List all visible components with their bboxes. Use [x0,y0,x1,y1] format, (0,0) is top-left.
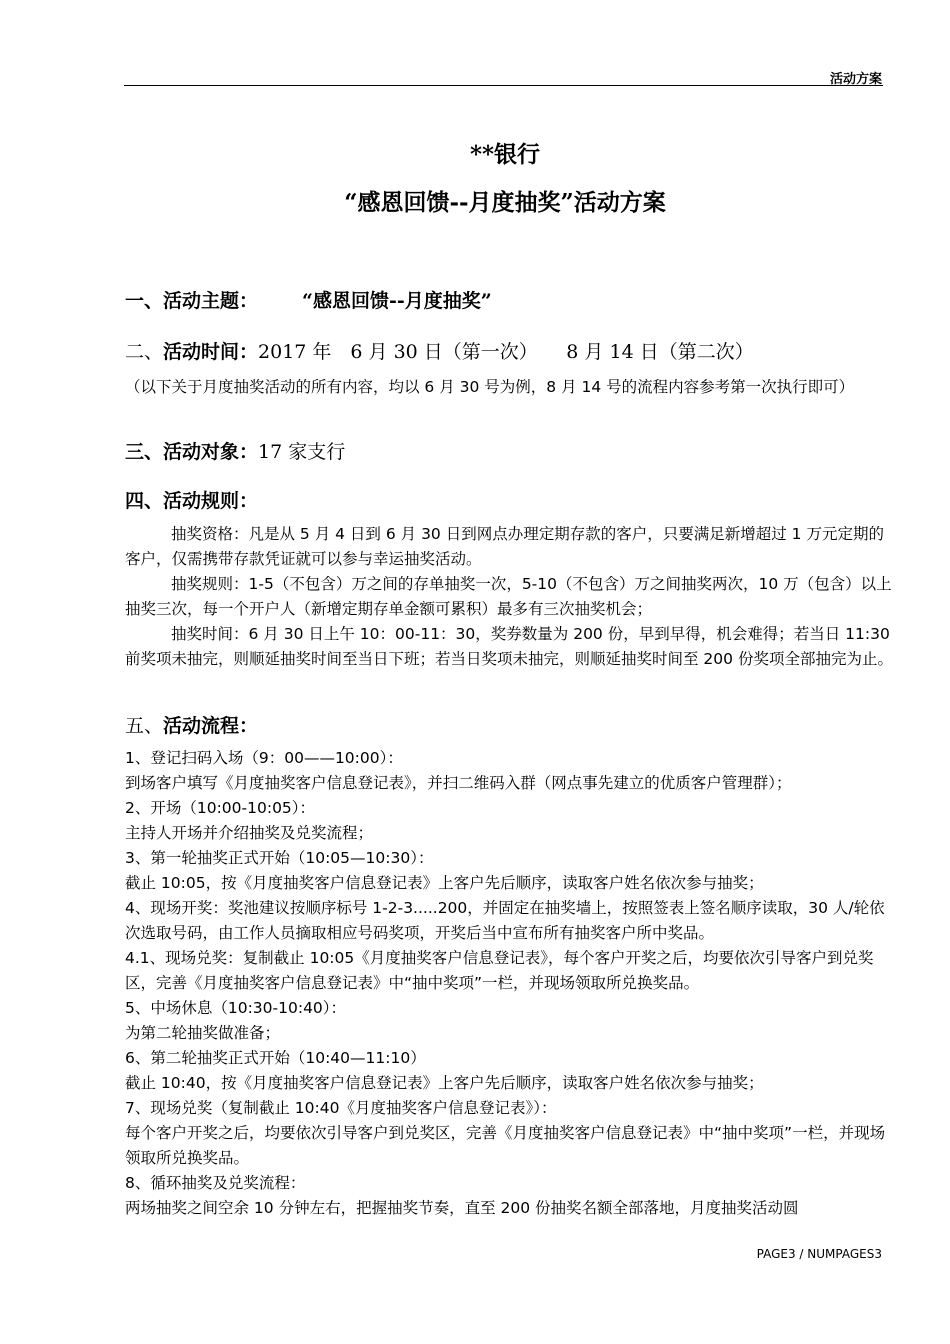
process-line: 5、中场休息（10:30-10:40）： [125,999,347,1017]
section-process [125,711,258,738]
process-line: 3、第一轮抽奖正式开始（10:05—10:30）： [125,849,434,867]
process-line: 6、第二轮抽奖正式开始（10:40—11:10） [125,1049,426,1067]
section-theme [125,286,492,313]
time-note: （以下关于月度抽奖活动的所有内容，均以 6 月 30 号为例，8 月 14 号的流程内容参考第一次执行即可） [125,378,855,396]
section-time [125,337,754,364]
document-title-plan: “感恩回馈--月度抽奖”活动方案 [344,189,666,216]
process-line: 2、开场（10:00-10:05）： [125,799,316,817]
rules-body [125,522,895,672]
page-number: PAGE3 / NUMPAGES3 [756,1247,882,1261]
section-time-label: 活动时间： [163,341,259,363]
section-target [125,437,345,464]
rule-draw-count: 抽奖规则：1-5（不包含）万之间的存单抽奖一次，5-10（不包含）万之间抽奖两次，10 万（包含）以上抽奖三次，每一个开户人（新增定期存单金额可累积）最多有三次抽奖机会； [125,575,892,618]
process-line: 为第二轮抽奖做准备； [125,1024,281,1042]
process-line: 7、现场兑奖（复制截止 10:40《月度抽奖客户信息登记表》）： [125,1099,557,1117]
section-rules-label: 四、活动规则： [125,490,259,512]
section-theme-value: “感恩回馈--月度抽奖” [302,290,492,312]
process-line: 4.1、现场兑奖：复制截止 10:05《月度抽奖客户信息登记表》，每个客户开奖之后，均要依次引导客户到兑奖区，完善《月度抽奖客户信息登记表》中“抽中奖项”一栏，并现场领取所兑换奖品。 [125,949,874,992]
section-process-label: 活动流程： [163,715,259,737]
section-target-value: 17 家支行 [258,441,346,463]
process-line: 截止 10:40，按《月度抽奖客户信息登记表》上客户先后顺序，读取客户姓名依次参与抽奖； [125,1074,764,1092]
section-process-number: 五、 [125,715,164,737]
section-target-label: 三、活动对象： [125,441,259,463]
process-line: 4、现场开奖：奖池建议按顺序标号 1-2-3.....200，并固定在抽奖墙上，按照签表上签名顺序读取，30 人/轮依次选取号码，由工作人员摘取相应号码奖项，开奖后当中宣布所有抽奖客户所中奖品。 [125,899,885,942]
process-line: 主持人开场并介绍抽奖及兑奖流程； [125,824,374,842]
process-body [125,746,895,1221]
process-line: 截止 10:05，按《月度抽奖客户信息登记表》上客户先后顺序，读取客户姓名依次参与抽奖； [125,874,764,892]
rule-draw-time: 抽奖时间：6 月 30 日上午 10：00-11：30，奖券数量为 200 份，早到早得，机会难得；若当日 11:30 前奖项未抽完，则顺延抽奖时间至当日下班；若当日奖项未抽完，则顺延抽奖时间至 200 份奖项全部抽完为止。 [125,625,893,668]
section-rules [125,486,258,513]
process-line: 8、循环抽奖及兑奖流程： [125,1174,306,1192]
process-line: 两场抽奖之间空余 10 分钟左右，把握抽奖节奏，直至 200 份抽奖名额全部落地，月度抽奖活动圆 [125,1199,799,1217]
header-label: 活动方案 [829,72,882,87]
section-time-value: 2017 年 6 月 30 日（第一次） 8 月 14 日（第二次） [258,341,754,363]
process-line: 1、登记扫码入场（9：00——10:00）： [125,749,403,767]
section-theme-label: 一、活动主题： [125,290,259,312]
header-rule [124,85,883,86]
process-line: 到场客户填写《月度抽奖客户信息登记表》，并扫二维码入群（网点事先建立的优质客户管理群）； [125,774,792,792]
process-line: 每个客户开奖之后，均要依次引导客户到兑奖区，完善《月度抽奖客户信息登记表》中“抽中奖项”一栏，并现场领取所兑换奖品。 [125,1124,886,1167]
rule-eligibility: 抽奖资格：凡是从 5 月 4 日到 6 月 30 日到网点办理定期存款的客户，只要满足新增超过 1 万元定期的客户，仅需携带存款凭证就可以参与幸运抽奖活动。 [125,525,884,568]
document-title-bank: **银行 [469,141,541,168]
section-time-number: 二、 [125,341,164,363]
